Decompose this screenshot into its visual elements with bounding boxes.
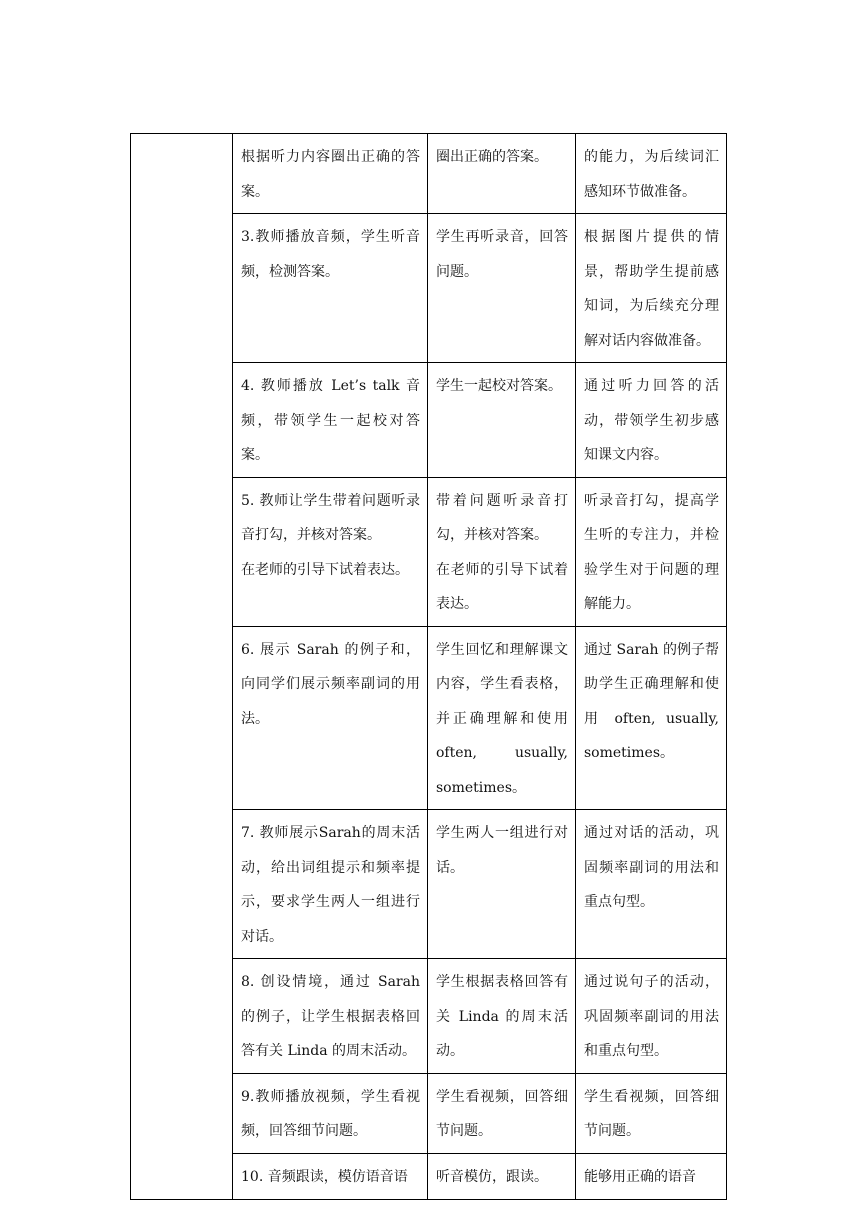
- design-purpose-cell: 通过说句子的活动，巩固频率副词的用法和重点句型。: [576, 959, 727, 1074]
- teacher-activity-cell: [233, 477, 428, 626]
- student-activity-cell: [428, 477, 576, 626]
- student-activity-cell: 学生两人一组进行对话。: [428, 810, 576, 959]
- teacher-activity-cell: 根据听力内容圈出正确的答案。: [233, 134, 428, 214]
- student-activity-cell: 学生一起校对答案。: [428, 363, 576, 478]
- stage-cell: [131, 134, 233, 1200]
- teacher-activity-cell: 6. 展示 Sarah 的例子和，向同学们展示频率副词的用法。: [233, 626, 428, 810]
- student-activity-cell: 学生回忆和理解课文内容，学生看表格，并正确理解和使用 often, usually, sometimes。: [428, 626, 576, 810]
- design-purpose-cell: 能够用正确的语音: [576, 1153, 727, 1199]
- design-purpose-cell: 根据图片提供的情景，帮助学生提前感知词，为后续充分理解对话内容做准备。: [576, 214, 727, 363]
- teacher-activity-cell: 3.教师播放音频，学生听音频，检测答案。: [233, 214, 428, 363]
- design-purpose-cell: 听录音打勾，提高学生听的专注力，并检验学生对于问题的理解能力。: [576, 477, 727, 626]
- design-purpose-cell: 学生看视频，回答细节问题。: [576, 1073, 727, 1153]
- table-row: [131, 134, 727, 214]
- student-activity-cell: 学生根据表格回答有关 Linda 的周末活动。: [428, 959, 576, 1074]
- teacher-activity-cell: 4. 教师播放 Let’s talk 音频，带领学生一起校对答案。: [233, 363, 428, 478]
- student-activity-cell: 学生再听录音，回答问题。: [428, 214, 576, 363]
- teacher-activity-text: 5. 教师让学生带着问题听录音打勾，并核对答案。: [241, 492, 420, 543]
- student-activity-cell: 圈出正确的答案。: [428, 134, 576, 214]
- teacher-activity-cell: 8. 创设情境，通过 Sarah 的例子，让学生根据表格回答有关 Linda 的周末活动。: [233, 959, 428, 1074]
- teacher-activity-text-2: 在老师的引导下试着表达。: [241, 561, 409, 578]
- design-purpose-cell: 通过对话的活动，巩固频率副词的用法和重点句型。: [576, 810, 727, 959]
- teacher-activity-cell: 7. 教师展示Sarah的周末活动，给出词组提示和频率提示，要求学生两人一组进行对话。: [233, 810, 428, 959]
- design-purpose-cell: 的能力，为后续词汇感知环节做准备。: [576, 134, 727, 214]
- student-activity-text-2: 在老师的引导下试着表达。: [436, 561, 568, 612]
- teacher-activity-cell: 9.教师播放视频，学生看视频，回答细节问题。: [233, 1073, 428, 1153]
- student-activity-text: 带着问题听录音打勾，并核对答案。: [436, 492, 568, 543]
- student-activity-cell: 听音模仿，跟读。: [428, 1153, 576, 1199]
- teacher-activity-cell: 10. 音频跟读，模仿语音语: [233, 1153, 428, 1199]
- design-purpose-cell: 通过 Sarah 的例子帮助学生正确理解和使用 often, usually, sometimes。: [576, 626, 727, 810]
- lesson-plan-table: [130, 133, 727, 1200]
- design-purpose-cell: 通过听力回答的活动，带领学生初步感知课文内容。: [576, 363, 727, 478]
- student-activity-cell: 学生看视频，回答细节问题。: [428, 1073, 576, 1153]
